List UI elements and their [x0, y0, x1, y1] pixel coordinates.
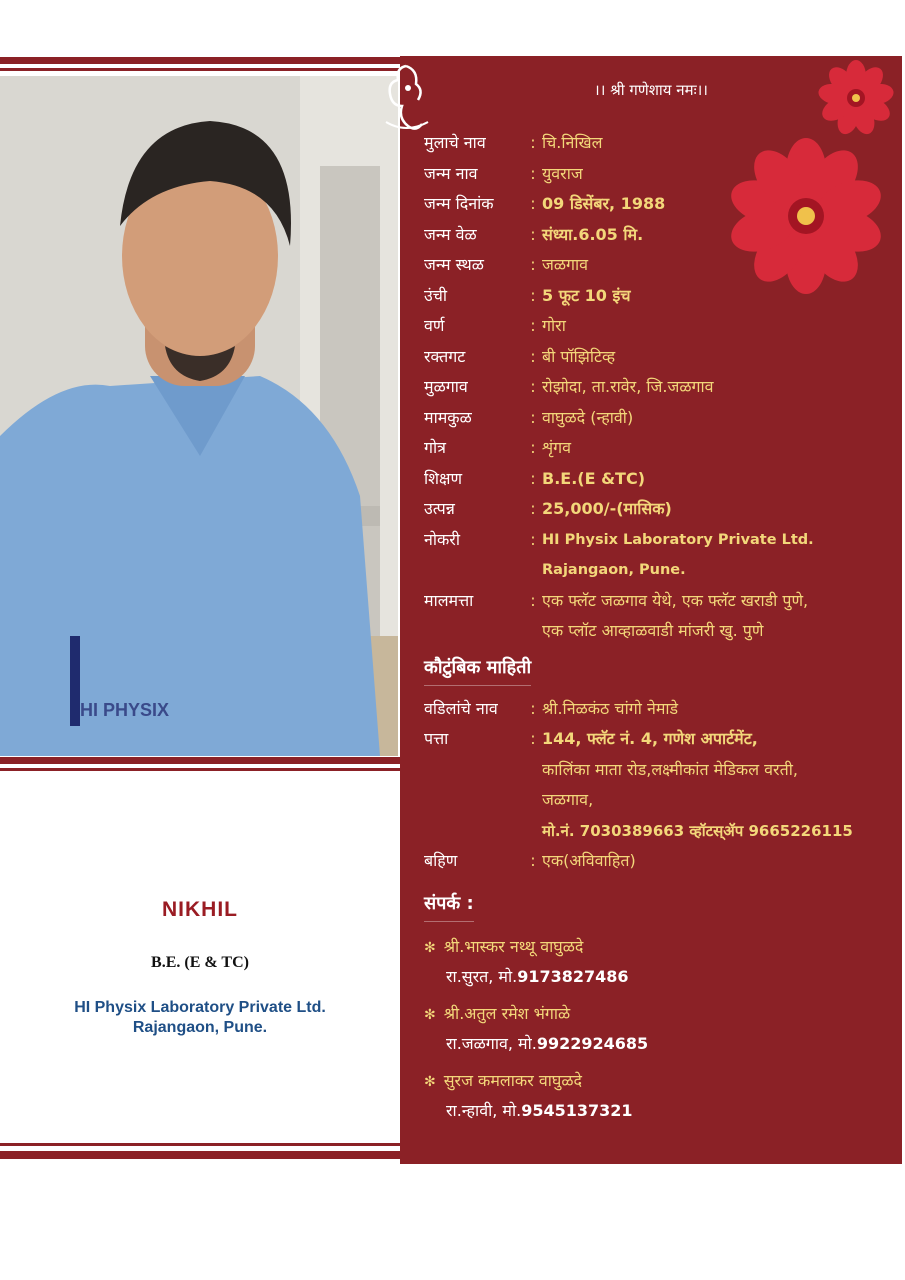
contact-name: श्री.अतुल रमेश भंगाळे [443, 1003, 571, 1023]
detail-colon: : [530, 255, 536, 274]
detail-label: मालमत्ता [424, 590, 474, 610]
detail-label: जन्म स्थळ [424, 255, 484, 274]
detail-colon: : [530, 377, 536, 396]
contact-address: रा.सुरत, मो. [446, 966, 518, 986]
detail-row-property [424, 586, 894, 647]
profile-photo [0, 76, 398, 756]
candidate-degree: B.E. (E & TC) [151, 954, 249, 971]
detail-colon: : [530, 407, 536, 427]
detail-colon: : [530, 346, 536, 366]
detail-value: 5 फूट 10 इंच [542, 285, 631, 305]
contact-list [424, 932, 894, 1125]
detail-value: श्री.निळकंठ चांगो नेमाडे [542, 698, 679, 718]
detail-colon: : [530, 529, 536, 549]
detail-row [424, 433, 894, 464]
detail-row [424, 494, 894, 525]
family-section-title: कौटुंबिक माहिती [424, 655, 531, 686]
detail-colon: : [530, 133, 536, 152]
detail-label: मामकुळ [424, 407, 472, 427]
invocation-text: ।। श्री गणेशाय नमः।। [594, 81, 708, 99]
detail-label: वर्ण [424, 316, 445, 335]
job-line-2: Rajangaon, Pune. [542, 562, 686, 578]
detail-label: रक्तगट [424, 346, 466, 366]
detail-value [542, 724, 894, 846]
detail-label: वडिलांचे नाव [424, 698, 498, 718]
detail-colon: : [530, 163, 536, 183]
detail-label: मुळगाव [424, 377, 468, 396]
details-list [424, 128, 894, 1125]
top-bar [0, 57, 400, 64]
contact-name: सुरज कमलाकर वाघुळदे [443, 1070, 582, 1090]
detail-label: जन्म वेळ [424, 224, 477, 244]
detail-value: जळगाव [542, 255, 589, 274]
detail-label: गोत्र [424, 438, 446, 457]
property-line-2: एक प्लॉट आव्हाळवाडी मांजरी खु. पुणे [542, 621, 764, 640]
detail-value: गोरा [542, 316, 566, 335]
star-icon: ✻ [424, 1006, 436, 1023]
detail-value: B.E.(E &TC) [542, 468, 646, 488]
detail-label: बहिण [424, 851, 458, 870]
family-details [424, 694, 894, 877]
detail-colon: : [530, 438, 536, 457]
candidate-name: NIKHIL [162, 898, 238, 921]
detail-row [424, 311, 894, 342]
address-line-3: जळगाव, [542, 790, 594, 809]
detail-label: जन्म दिनांक [424, 194, 494, 213]
detail-row [424, 159, 894, 190]
star-icon: ✻ [424, 1073, 436, 1090]
profile-summary [0, 880, 400, 1038]
detail-colon: : [530, 851, 536, 870]
detail-label: उंची [424, 285, 448, 305]
detail-label: पत्ता [424, 729, 449, 748]
detail-value: एक(अविवाहित) [542, 851, 636, 870]
job-line-1: HI Physix Laboratory Private Ltd. [542, 531, 814, 548]
detail-value: चि.निखिल [542, 133, 603, 152]
address-line-4: मो.नं. 7030389663 व्हॉटस्ॲप 9665226115 [542, 821, 853, 840]
contact-item [424, 932, 894, 991]
address-line-1: 144, फ्लॅट नं. 4, गणेश अपार्टमेंट, [542, 729, 758, 748]
detail-label: मुलाचे नाव [424, 133, 486, 152]
company-line-2: Rajangaon, Pune. [132, 1019, 268, 1036]
bottom-bar [0, 1151, 400, 1159]
detail-row [424, 128, 894, 159]
detail-label: उत्पन्न [424, 499, 455, 518]
company-line-1: HI Physix Laboratory Private Ltd. [74, 999, 326, 1016]
contact-name: श्री.भास्कर नथ्थू वाघुळदे [443, 936, 584, 956]
contact-item [424, 999, 894, 1058]
candidate-company [0, 998, 400, 1038]
detail-row [424, 281, 894, 312]
contact-phone: 9545137321 [521, 1100, 633, 1120]
detail-row [424, 189, 894, 220]
svg-text:HI PHYSIX: HI PHYSIX [80, 700, 170, 720]
detail-value: वाघुळदे (न्हावी) [542, 407, 634, 427]
detail-label: शिक्षण [424, 468, 463, 488]
contact-item [424, 1066, 894, 1125]
detail-row [424, 250, 894, 281]
contact-phone: 9173827486 [517, 966, 629, 986]
detail-value: शृंगव [542, 438, 572, 457]
address-line-2: कालिंका माता रोड,लक्ष्मीकांत मेडिकल वरती, [542, 759, 798, 779]
contact-phone: 9922924685 [536, 1033, 649, 1053]
detail-row [424, 372, 894, 403]
detail-value: 09 डिसेंबर, 1988 [542, 194, 666, 213]
detail-colon: : [530, 316, 536, 335]
detail-colon: : [530, 698, 536, 718]
detail-colon: : [530, 590, 536, 610]
detail-row-address [424, 724, 894, 846]
detail-row [424, 220, 894, 251]
detail-colon: : [530, 468, 536, 488]
detail-value [542, 586, 894, 647]
contact-address: रा.न्हावी, मो. [446, 1100, 522, 1120]
detail-colon: : [530, 499, 536, 518]
bottom-bar-thin [0, 1143, 400, 1146]
detail-label: जन्म नाव [424, 163, 478, 183]
detail-row-job [424, 525, 894, 586]
mid-bar [0, 757, 400, 764]
detail-row [424, 464, 894, 495]
top-bar-thin [0, 68, 400, 71]
property-line-1: एक फ्लॅट जळगाव येथे, एक फ्लॅट खराडी पुणे, [542, 590, 809, 610]
detail-label: नोकरी [424, 529, 461, 549]
detail-row [424, 403, 894, 434]
detail-value: संध्या.6.05 मि. [542, 224, 644, 244]
detail-row-sister [424, 846, 894, 877]
detail-row-father [424, 694, 894, 725]
detail-colon: : [530, 729, 536, 748]
star-icon: ✻ [424, 939, 436, 956]
detail-value: 25,000/-(मासिक) [542, 499, 672, 518]
detail-value [542, 525, 894, 586]
detail-row [424, 342, 894, 373]
detail-value: रोझोदा, ता.रावेर, जि.जळगाव [542, 377, 714, 396]
detail-colon: : [530, 285, 536, 305]
detail-value: युवराज [542, 163, 583, 183]
contact-address: रा.जळगाव, मो. [446, 1033, 537, 1053]
detail-colon: : [530, 224, 536, 244]
detail-colon: : [530, 194, 536, 213]
contact-section-title: संपर्क : [424, 891, 474, 922]
detail-value: बी पॉझिटिव्ह [542, 346, 616, 366]
mid-bar-thin [0, 768, 400, 771]
